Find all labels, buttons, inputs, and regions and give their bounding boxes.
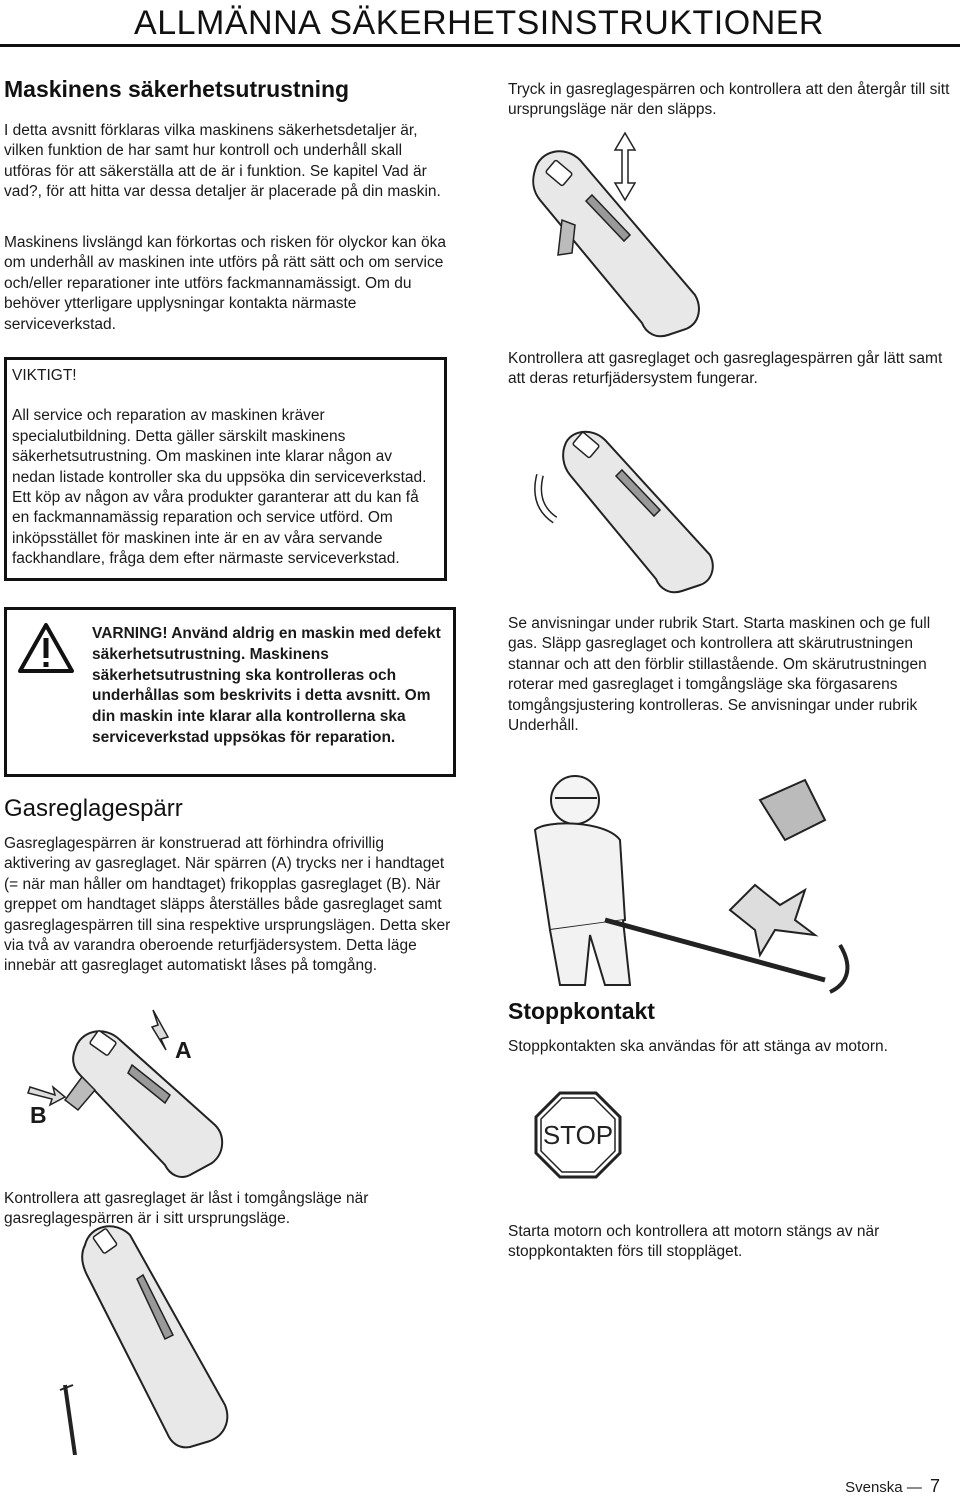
important-heading: VIKTIGT! <box>12 367 77 384</box>
stop-switch-title: Stoppkontakt <box>508 998 655 1024</box>
important-text: All service och reparation av maskinen kräver specialutbildning. Detta gäller särskilt maskinens säkerhetsutrustning. Om maskinen inte klarar någon av nedan listade kontroller ska du uppsöka din serviceverkstad. Ett köp av någon av våra produkter garanterar att du kan få en fackmannamässig reparation och service utförd. Om inköpsstället för maskinen inte är en av våra servande fackhandlare, fråga dem efter närmaste serviceverkstad. <box>12 407 427 568</box>
throttle-lock-title: Gasreglagespärr <box>4 795 183 822</box>
page-footer <box>845 1476 940 1497</box>
operator-trimmer-figure <box>505 770 860 995</box>
right-text-3: Se anvisningar under rubrik Start. Starta maskinen och ge full gas. Släpp gasreglaget och kontrollera att skärutrustningen stannar och att den förblir stillastående. Om skärutrustningen roterar med gasreglaget i tomgångsläge ska förgasarens tomgångsjustering kontrolleras. Se anvisningar under rubrik Underhåll. <box>508 615 931 735</box>
throttle-lock-paragraph: Gasreglagespärren är konstruerad att förhindra ofrivillig aktivering av gasreglaget. När spärren (A) trycks ner i handtaget (= när man håller om handtaget) frikopplas gasreglaget (B). När greppet om handtaget släpps återställes både gasreglaget samt gasreglagespärren till sina respektive ursprungslägen. Detta sker via två av varandra oberoende returfjädersystem. Detta läge innebär att gasreglaget automatiskt låses på tomgång. <box>4 835 451 975</box>
footer-page-number: 7 <box>929 1476 940 1496</box>
right-text-2: Kontrollera att gasreglaget och gasreglagespärren går lätt samt att deras returfjädersystem fungerar. <box>508 350 943 388</box>
right-text-1: Tryck in gasreglagespärren och kontrollera att den återgår till sitt ursprungsläge när den släpps. <box>508 81 950 119</box>
warning-box <box>4 607 456 777</box>
throttle-check-paragraph: Kontrollera att gasreglaget är låst i tomgångsläge när gasreglagespärren är i sitt ursprungsläge. <box>4 1190 369 1228</box>
lifespan-paragraph: Maskinens livslängd kan förkortas och risken för olyckor kan öka om underhåll av maskinen inte utförs på rätt sätt och om service och/eller reparationer inte utförs fackmannamässigt. Om du behöver ytterligare upplysningar kontakta närmaste serviceverkstad. <box>4 234 446 333</box>
footer-dash: — <box>906 1479 922 1496</box>
throttle-spring-figure <box>530 425 730 595</box>
stop-sign-label: STOP <box>542 1120 614 1150</box>
stop-switch-text-1: Stoppkontakten ska användas för att stänga av motorn. <box>508 1038 888 1055</box>
header-rule <box>0 44 960 47</box>
label-b: B <box>30 1102 47 1128</box>
throttle-handle-idle-figure <box>55 1215 255 1455</box>
warning-text: VARNING! Använd aldrig en maskin med defekt säkerhetsutrustning. Maskinens säkerhetsutrustning ska kontrolleras och underhållas som beskrivits i detta avsnitt. Om din maskin inte klarar alla kontrollerna ska serviceverkstad uppsökas för reparation. <box>92 625 441 746</box>
stop-switch-text-2: Starta motorn och kontrollera att motorn stängs av när stoppkontakten förs till stoppläget. <box>508 1223 880 1261</box>
throttle-lock-press-figure <box>520 125 720 340</box>
warning-triangle-icon <box>17 622 75 674</box>
stop-sign-icon <box>533 1090 623 1180</box>
section-title: Maskinens säkerhetsutrustning <box>4 76 350 102</box>
footer-language: Svenska <box>845 1479 903 1496</box>
important-box <box>4 357 447 581</box>
intro-paragraph: I detta avsnitt förklaras vilka maskinens säkerhetsdetaljer är, vilken funktion de har samt hur kontroll och underhåll skall utföras för att säkerställa att de är i funktion. Se kapitel Vad är vad?, för att hitta var dessa detaljer är placerade på din maskin. <box>4 122 441 201</box>
throttle-handle-figure-ab <box>20 1005 260 1180</box>
label-a: A <box>175 1037 192 1063</box>
page-header-title: ALLMÄNNA SÄKERHETSINSTRUKTIONER <box>134 4 824 42</box>
